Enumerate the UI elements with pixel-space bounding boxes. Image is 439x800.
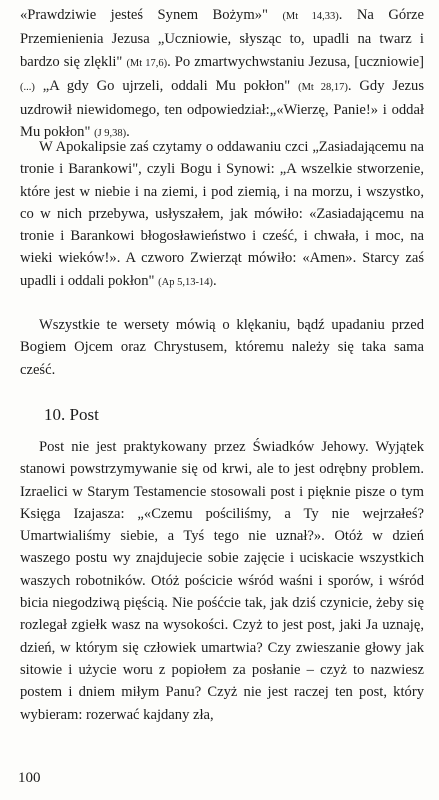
- citation: (Mt 17,6): [126, 57, 168, 69]
- paragraph-worship-gospels: [20, 4, 424, 146]
- text-segment: .: [126, 124, 130, 141]
- text-segment: . Na Górze Przemienienia Jezusa „Uczniowie, słysząc to, upadli na twarz i bardzo się zlękli": [20, 7, 425, 70]
- page-number: 100: [18, 770, 41, 786]
- text-segment: «Prawdziwie jesteś Synem Bożym»": [20, 7, 283, 23]
- section-heading: 10. Post: [44, 405, 99, 424]
- paragraph-summary: Wszystkie te wersety mówią o klękaniu, bądź upadaniu przed Bogiem Ojcem oraz Chrystusem, któremu należy się taka sama cześć.: [20, 317, 424, 378]
- text-segment: „A gdy Go ujrzeli, oddali Mu pokłon": [34, 77, 299, 94]
- citation: (J 9,38): [94, 128, 127, 140]
- text-segment: W Apokalipsie zaś czytamy o oddawaniu czci „Zasiadającemu na tronie i Barankowi", czyli Bogu i Synowi: „A wszelkie stworzenie, które jest w niebie i na ziemi, i pod ziemią, i na morzu, i wszystko, co w nich przebywa, usłyszałem, jak mówiło: «Zasiadającemu na tronie i Barankowi błogosławieństwo i cześć, i chwała, i moc, na wieki wieków!». A czworo Zwierząt mówiło: «Amen». Starcy zaś upadli i oddali pokłon": [20, 139, 424, 289]
- text-segment: . Po zmartwychwstaniu Jezusa, [uczniowie]: [167, 53, 424, 70]
- citation: (Mt 14,33): [282, 11, 339, 22]
- citation: (Ap 5,13-14): [158, 276, 213, 288]
- text-segment: . Gdy Jezus uzdrowił niewidomego, ten odpowiedział:„«Wierzę, Panie!» i oddał Mu pokłon": [20, 77, 425, 141]
- paragraph-fasting: Post nie jest praktykowany przez Świadków Jehowy. Wyjątek stanowi powstrzymywanie się od krwi, ale to jest odrębny problem. Izraelici w Starym Testamencie stosowali post i pięknie pisze o tym Księga Izajasza: „«Czemu pościliśmy, a Ty nie wejrzałeś? Umartwialiśmy siebie, a Tyś tego nie uznał?». Otóż w dzień waszego postu wy znajdujecie sobie zajęcie i uciskacie wszystkich waszych robotników. Otóż pościcie wśród waśni i sporów, i wśród bicia niegodziwą pięścią. Nie pośćcie tak, jak dziś czynicie, żeby się rozlegał zgiełk wasz na wysokości. Czyż to jest post, jaki Ja uznaję, dzień, w którym się człowiek umartwia? Czy zwieszanie głowy jak sitowie i użycie woru z popiołem za posłanie – czyż to nazwiesz postem i dniem miłym Panu? Czyż nie jest raczej ten post, który wybieram: rozerwać kajdany zła,: [20, 439, 424, 723]
- citation: (Mt 28,17): [298, 81, 348, 93]
- paragraph-apocalypse: [20, 136, 424, 294]
- text-segment: .: [212, 272, 217, 289]
- citation: (...): [20, 81, 35, 93]
